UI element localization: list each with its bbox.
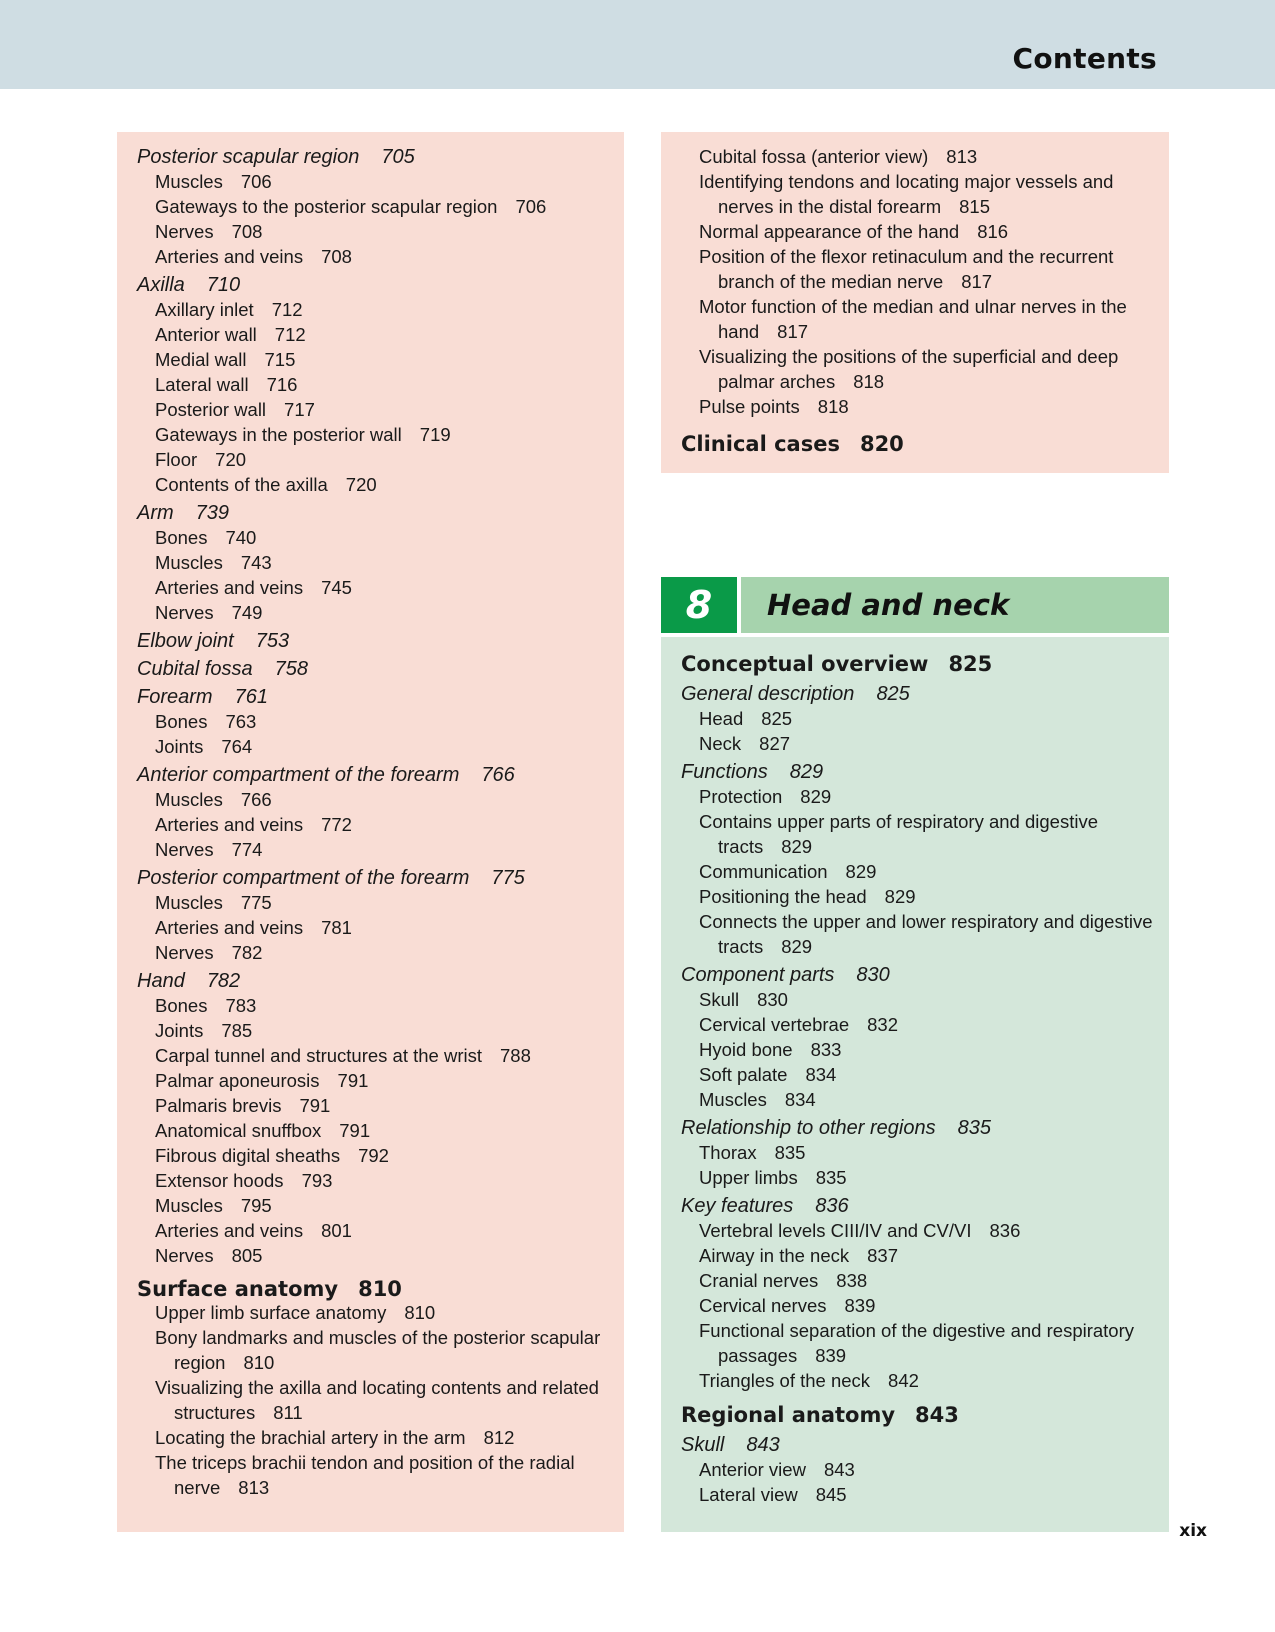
- toc-page-number: 829: [800, 786, 832, 807]
- toc-entry-text: Anterior view: [699, 1459, 806, 1480]
- toc-page-number: 706: [240, 171, 272, 192]
- toc-page-number: 712: [274, 324, 306, 345]
- toc-heading: [137, 146, 415, 169]
- toc-entry-text: tracts: [718, 936, 764, 957]
- toc-entry-text: Communication: [699, 861, 828, 882]
- toc-page-number: 761: [234, 686, 268, 708]
- toc-entry: [155, 602, 262, 624]
- toc-entry: [155, 839, 262, 861]
- chapter-heading: [661, 577, 1169, 633]
- toc-entry: [718, 321, 808, 343]
- toc-entry: [699, 1484, 847, 1506]
- toc-entry-text: Bones: [155, 711, 208, 732]
- toc-entry: [155, 552, 272, 574]
- toc-entry: [155, 1095, 330, 1117]
- toc-entry: [699, 1014, 898, 1036]
- toc-entry: [155, 424, 451, 446]
- toc-entry-text: Axillary inlet: [155, 299, 254, 320]
- toc-page-number: 758: [274, 658, 308, 680]
- toc-entry: [155, 892, 272, 914]
- toc-entry: [155, 995, 256, 1017]
- toc-page-number: 774: [231, 839, 263, 860]
- toc-page-number: 820: [859, 432, 904, 456]
- toc-entry-text: Key features: [681, 1195, 794, 1217]
- toc-entry-text: Carpal tunnel and structures at the wrist: [155, 1045, 482, 1066]
- toc-entry: [699, 346, 1118, 368]
- toc-entry: [155, 246, 352, 268]
- toc-heading: [681, 964, 890, 987]
- toc-entry: [718, 936, 812, 958]
- toc-entry-text: Surface anatomy: [137, 1277, 339, 1301]
- toc-page-number: 825: [948, 652, 993, 676]
- toc-entry: [155, 942, 262, 964]
- toc-page-number: 817: [961, 271, 993, 292]
- toc-entry-text: passages: [718, 1345, 798, 1366]
- toc-entry-text: Visualizing the axilla and locating contents and related: [155, 1377, 599, 1398]
- toc-entry-text: Clinical cases: [681, 432, 840, 456]
- toc-page-number: 843: [823, 1459, 855, 1480]
- toc-page-number: 743: [240, 552, 272, 573]
- toc-page-number: 766: [481, 764, 515, 786]
- toc-entry: [155, 1220, 352, 1242]
- toc-page-number: 782: [206, 970, 241, 992]
- toc-page-number: 836: [989, 1220, 1021, 1241]
- toc-page-number: 708: [321, 246, 352, 267]
- toc-page-number: 815: [959, 196, 991, 217]
- toc-page-number: 805: [231, 1245, 263, 1266]
- toc-page-number: 827: [759, 733, 791, 754]
- toc-page-number: 835: [774, 1142, 806, 1163]
- toc-entry: [718, 371, 884, 393]
- toc-entry: [699, 246, 1113, 268]
- toc-entry: [155, 1145, 389, 1167]
- toc-page-number: 712: [271, 299, 303, 320]
- toc-entry: [699, 1245, 898, 1267]
- toc-entry-text: Cervical nerves: [699, 1295, 827, 1316]
- toc-entry-text: Muscles: [155, 789, 223, 810]
- toc-entry-text: Lateral wall: [155, 374, 249, 395]
- toc-entry: [699, 786, 831, 808]
- toc-entry: [155, 1245, 262, 1267]
- toc-entry: [155, 1427, 514, 1449]
- toc-heading: [681, 652, 992, 676]
- toc-entry-text: Gateways to the posterior scapular region: [155, 196, 498, 217]
- toc-page-number: 766: [240, 789, 272, 810]
- toc-heading: [681, 432, 904, 456]
- toc-entry: [699, 1459, 855, 1481]
- toc-page-number: 818: [817, 396, 849, 417]
- toc-page-number: 810: [243, 1352, 275, 1373]
- toc-page-number: 763: [225, 711, 257, 732]
- toc-entry-text: Motor function of the median and ulnar nerves in the: [699, 296, 1127, 317]
- toc-entry: [699, 733, 790, 755]
- toc-entry: [155, 349, 295, 371]
- toc-entry-text: Arteries and veins: [155, 577, 304, 598]
- toc-entry-text: Airway in the neck: [699, 1245, 850, 1266]
- toc-entry: [699, 296, 1127, 318]
- toc-entry-text: Medial wall: [155, 349, 247, 370]
- toc-entry-text: Anterior compartment of the forearm: [137, 764, 460, 786]
- toc-page-number: 772: [321, 814, 352, 835]
- toc-entry-text: Nerves: [155, 1245, 214, 1266]
- toc-page-number: 812: [483, 1427, 515, 1448]
- toc-entry-text: branch of the median nerve: [718, 271, 944, 292]
- toc-page-number: 792: [358, 1145, 389, 1166]
- toc-page-number: 818: [853, 371, 885, 392]
- toc-entry-text: Nerves: [155, 839, 214, 860]
- toc-entry-text: Cubital fossa (anterior view): [699, 146, 929, 167]
- toc-entry: [699, 1370, 919, 1392]
- toc-page-number: 795: [240, 1195, 272, 1216]
- toc-page-number: 829: [789, 761, 824, 783]
- toc-entry: [155, 1120, 370, 1142]
- toc-entry-text: Muscles: [155, 1195, 223, 1216]
- toc-page-number: 834: [805, 1064, 837, 1085]
- toc-entry-text: Muscles: [699, 1089, 767, 1110]
- toc-entry-text: Soft palate: [699, 1064, 788, 1085]
- toc-page-number: 749: [231, 602, 263, 623]
- toc-page-number: 835: [815, 1167, 847, 1188]
- toc-page-number: 813: [946, 146, 978, 167]
- toc-entry-text: nerves in the distal forearm: [718, 196, 942, 217]
- toc-entry: [155, 324, 306, 346]
- toc-page-number: 843: [915, 1403, 959, 1427]
- toc-entry-text: Thorax: [699, 1142, 757, 1163]
- toc-page-number: 764: [221, 736, 253, 757]
- toc-entry-text: Relationship to other regions: [681, 1117, 936, 1139]
- toc-heading: [681, 1117, 991, 1140]
- toc-entry-text: Contents of the axilla: [155, 474, 328, 495]
- toc-page-number: 825: [876, 683, 910, 705]
- toc-entry: [155, 1195, 272, 1217]
- toc-page-number: 775: [240, 892, 272, 913]
- toc-entry-text: Joints: [155, 1020, 204, 1041]
- toc-entry: [718, 1345, 846, 1367]
- toc-entry: [699, 221, 1008, 243]
- toc-heading: [681, 761, 823, 784]
- toc-page-number: 753: [255, 630, 290, 652]
- toc-entry: [155, 1377, 599, 1399]
- toc-entry: [155, 736, 252, 758]
- toc-page-number: 811: [273, 1402, 303, 1423]
- toc-entry-text: Cubital fossa: [137, 658, 253, 680]
- toc-entry: [699, 396, 849, 418]
- toc-entry: [155, 527, 256, 549]
- toc-page-number: 816: [977, 221, 1009, 242]
- toc-heading: [681, 683, 910, 706]
- toc-entry-text: Positioning the head: [699, 886, 867, 907]
- toc-page-number: 832: [867, 1014, 898, 1035]
- toc-entry-text: Hand: [137, 970, 185, 992]
- toc-page-number: 793: [301, 1170, 333, 1191]
- toc-heading: [137, 658, 308, 681]
- toc-page-number: 715: [264, 349, 296, 370]
- toc-entry: [718, 836, 812, 858]
- toc-heading: [681, 1434, 780, 1457]
- toc-entry: [699, 811, 1098, 833]
- toc-entry-text: Position of the flexor retinaculum and the recurrent: [699, 246, 1114, 267]
- chapter-number-box: [661, 577, 737, 633]
- toc-entry-text: Floor: [155, 449, 198, 470]
- toc-entry-text: Skull: [699, 989, 740, 1010]
- chapter-divider: [661, 633, 1169, 637]
- toc-entry-text: Component parts: [681, 964, 835, 986]
- toc-entry-text: region: [174, 1352, 226, 1373]
- toc-entry-text: Locating the brachial artery in the arm: [155, 1427, 466, 1448]
- toc-entry: [699, 708, 792, 730]
- toc-entry-text: Arteries and veins: [155, 917, 304, 938]
- toc-entry-text: Conceptual overview: [681, 652, 929, 676]
- toc-entry-text: Bones: [155, 527, 208, 548]
- toc-entry-text: Posterior scapular region: [137, 146, 360, 168]
- toc-entry: [155, 171, 272, 193]
- toc-entry: [155, 1020, 252, 1042]
- toc-page-number: 830: [757, 989, 788, 1010]
- toc-page-number: 833: [810, 1039, 842, 1060]
- toc-entry: [155, 789, 272, 811]
- toc-entry: [699, 1320, 1134, 1342]
- toc-page-number: 783: [225, 995, 257, 1016]
- toc-page-number: 829: [884, 886, 916, 907]
- toc-entry: [155, 917, 352, 939]
- toc-page-number: 829: [845, 861, 877, 882]
- toc-page-number: 782: [231, 942, 263, 963]
- toc-entry-text: Triangles of the neck: [699, 1370, 871, 1391]
- toc-entry: [699, 1220, 1020, 1242]
- toc-heading: [137, 867, 525, 890]
- toc-page-number: 829: [781, 936, 813, 957]
- toc-entry-text: Bones: [155, 995, 208, 1016]
- toc-page-number: 810: [404, 1302, 436, 1323]
- toc-entry-text: Cervical vertebrae: [699, 1014, 850, 1035]
- toc-page-number: 838: [836, 1270, 868, 1291]
- toc-page-number: 740: [225, 527, 257, 548]
- page-folio: xix: [1179, 1521, 1207, 1541]
- toc-entry: [699, 1064, 836, 1086]
- toc-heading: [681, 1195, 849, 1218]
- toc-entry-text: Arteries and veins: [155, 246, 304, 267]
- toc-page-number: 719: [419, 424, 451, 445]
- toc-entry-text: Joints: [155, 736, 204, 757]
- toc-page-number: 775: [491, 867, 525, 889]
- toc-page-number: 842: [888, 1370, 919, 1391]
- toc-entry: [174, 1352, 274, 1374]
- toc-entry: [155, 221, 262, 243]
- toc-entry-text: Contains upper parts of respiratory and digestive: [699, 811, 1098, 832]
- toc-heading: [137, 630, 289, 653]
- toc-entry: [155, 449, 246, 471]
- toc-page-number: 781: [321, 917, 352, 938]
- toc-entry: [699, 171, 1113, 193]
- toc-entry: [699, 989, 788, 1011]
- toc-entry-text: The triceps brachii tendon and position of the radial: [155, 1452, 575, 1473]
- toc-page-number: 839: [844, 1295, 876, 1316]
- toc-entry-text: Bony landmarks and muscles of the posterior scapular: [155, 1327, 601, 1348]
- toc-entry-text: nerve: [174, 1477, 221, 1498]
- toc-page-number: 825: [761, 708, 793, 729]
- toc-heading: [137, 502, 229, 525]
- toc-entry: [699, 1142, 805, 1164]
- toc-page-number: 716: [266, 374, 298, 395]
- toc-page-number: 791: [299, 1095, 331, 1116]
- toc-page-number: 720: [345, 474, 377, 495]
- toc-page-number: 710: [206, 274, 241, 296]
- toc-entry-text: Fibrous digital sheaths: [155, 1145, 341, 1166]
- toc-page-number: 717: [284, 399, 315, 420]
- toc-entry-text: Identifying tendons and locating major vessels and: [699, 171, 1114, 192]
- toc-entry-text: Skull: [681, 1434, 725, 1456]
- toc-page-number: 739: [195, 502, 230, 524]
- toc-entry-text: General description: [681, 683, 855, 705]
- toc-entry: [718, 271, 992, 293]
- toc-page-number: 813: [238, 1477, 270, 1498]
- toc-entry: [174, 1477, 269, 1499]
- toc-entry: [155, 577, 352, 599]
- toc-entry: [699, 1270, 867, 1292]
- toc-entry: [155, 1170, 332, 1192]
- toc-entry: [155, 196, 546, 218]
- toc-page-number: 788: [500, 1045, 531, 1066]
- toc-page-number: 837: [867, 1245, 898, 1266]
- toc-page-number: 817: [777, 321, 809, 342]
- toc-page-number: 791: [337, 1070, 369, 1091]
- toc-entry-text: Visualizing the positions of the superficial and deep: [699, 346, 1119, 367]
- chapter-title: Head and neck: [767, 588, 1010, 622]
- toc-page-number: 836: [815, 1195, 849, 1217]
- toc-entry-text: Upper limb surface anatomy: [155, 1302, 387, 1323]
- toc-page-number: 810: [358, 1277, 402, 1301]
- toc-entry: [174, 1402, 303, 1424]
- toc-entry-text: Arm: [137, 502, 174, 524]
- toc-page-number: 843: [746, 1434, 780, 1456]
- toc-entry: [699, 1039, 841, 1061]
- toc-entry: [155, 299, 303, 321]
- chapter-number: 8: [685, 583, 713, 627]
- toc-page-number: 705: [381, 146, 415, 168]
- toc-entry-text: Nerves: [155, 602, 214, 623]
- toc-heading: [137, 764, 515, 787]
- toc-entry-text: Extensor hoods: [155, 1170, 284, 1191]
- toc-page-number: 791: [339, 1120, 371, 1141]
- toc-entry-text: Arteries and veins: [155, 1220, 304, 1241]
- toc-entry-text: Muscles: [155, 171, 223, 192]
- toc-entry: [155, 1452, 575, 1474]
- toc-entry-text: Cranial nerves: [699, 1270, 819, 1291]
- toc-entry-text: Palmaris brevis: [155, 1095, 282, 1116]
- toc-entry-text: Posterior wall: [155, 399, 267, 420]
- toc-entry: [155, 1045, 531, 1067]
- toc-entry: [155, 1327, 600, 1349]
- toc-page-number: 835: [957, 1117, 991, 1139]
- toc-entry-text: Protection: [699, 786, 783, 807]
- toc-heading: [137, 1277, 402, 1301]
- toc-entry-text: Elbow joint: [137, 630, 234, 652]
- toc-page-number: 785: [221, 1020, 253, 1041]
- toc-entry: [699, 911, 1153, 933]
- toc-entry: [699, 1089, 816, 1111]
- toc-entry-text: Nerves: [155, 221, 214, 242]
- toc-page-number: 829: [781, 836, 813, 857]
- toc-heading: [137, 274, 240, 297]
- toc-entry: [699, 1295, 875, 1317]
- toc-entry-text: Arteries and veins: [155, 814, 304, 835]
- toc-entry: [155, 1302, 435, 1324]
- toc-entry-text: Hyoid bone: [699, 1039, 793, 1060]
- toc-page-number: 834: [784, 1089, 816, 1110]
- toc-entry-text: hand: [718, 321, 760, 342]
- toc-entry-text: Lateral view: [699, 1484, 798, 1505]
- toc-entry: [718, 196, 990, 218]
- toc-entry: [155, 474, 377, 496]
- toc-entry: [699, 861, 876, 883]
- toc-page-number: 708: [231, 221, 263, 242]
- toc-entry-text: Head: [699, 708, 744, 729]
- toc-entry: [155, 711, 256, 733]
- toc-entry-text: Upper limbs: [699, 1167, 798, 1188]
- toc-entry-text: Pulse points: [699, 396, 800, 417]
- toc-entry-text: Functions: [681, 761, 768, 783]
- toc-page-number: 845: [815, 1484, 847, 1505]
- toc-heading: [137, 970, 240, 993]
- toc-entry-text: palmar arches: [718, 371, 836, 392]
- toc-entry-text: Muscles: [155, 892, 223, 913]
- toc-entry-text: Vertebral levels CIII/IV and CV/VI: [699, 1220, 972, 1241]
- toc-entry-text: Gateways in the posterior wall: [155, 424, 402, 445]
- toc-heading: [681, 1403, 959, 1427]
- toc-entry: [155, 399, 315, 421]
- toc-entry-text: Anterior wall: [155, 324, 257, 345]
- toc-entry-text: Palmar aponeurosis: [155, 1070, 320, 1091]
- page-title: Contents: [1012, 42, 1157, 75]
- toc-entry-text: Anatomical snuffbox: [155, 1120, 322, 1141]
- toc-entry-text: structures: [174, 1402, 256, 1423]
- toc-page-number: 801: [321, 1220, 352, 1241]
- toc-entry: [155, 1070, 368, 1092]
- toc-entry-text: Neck: [699, 733, 742, 754]
- toc-entry: [155, 374, 297, 396]
- toc-page-number: 745: [321, 577, 352, 598]
- toc-entry: [699, 886, 916, 908]
- toc-entry-text: Regional anatomy: [681, 1403, 896, 1427]
- toc-entry-text: Muscles: [155, 552, 223, 573]
- toc-entry-text: Forearm: [137, 686, 213, 708]
- toc-entry: [155, 814, 352, 836]
- toc-entry-text: tracts: [718, 836, 764, 857]
- toc-page-number: 839: [815, 1345, 847, 1366]
- toc-entry: [699, 1167, 847, 1189]
- toc-entry-text: Posterior compartment of the forearm: [137, 867, 470, 889]
- toc-entry-text: Functional separation of the digestive and respiratory: [699, 1320, 1135, 1341]
- toc-entry: [699, 146, 977, 168]
- toc-page-number: 830: [856, 964, 890, 986]
- toc-entry-text: Normal appearance of the hand: [699, 221, 960, 242]
- toc-heading: [137, 686, 268, 709]
- toc-entry-text: Axilla: [137, 274, 185, 296]
- toc-entry-text: Nerves: [155, 942, 214, 963]
- toc-page-number: 720: [215, 449, 247, 470]
- toc-page-number: 706: [515, 196, 547, 217]
- toc-entry-text: Connects the upper and lower respiratory and digestive: [699, 911, 1153, 932]
